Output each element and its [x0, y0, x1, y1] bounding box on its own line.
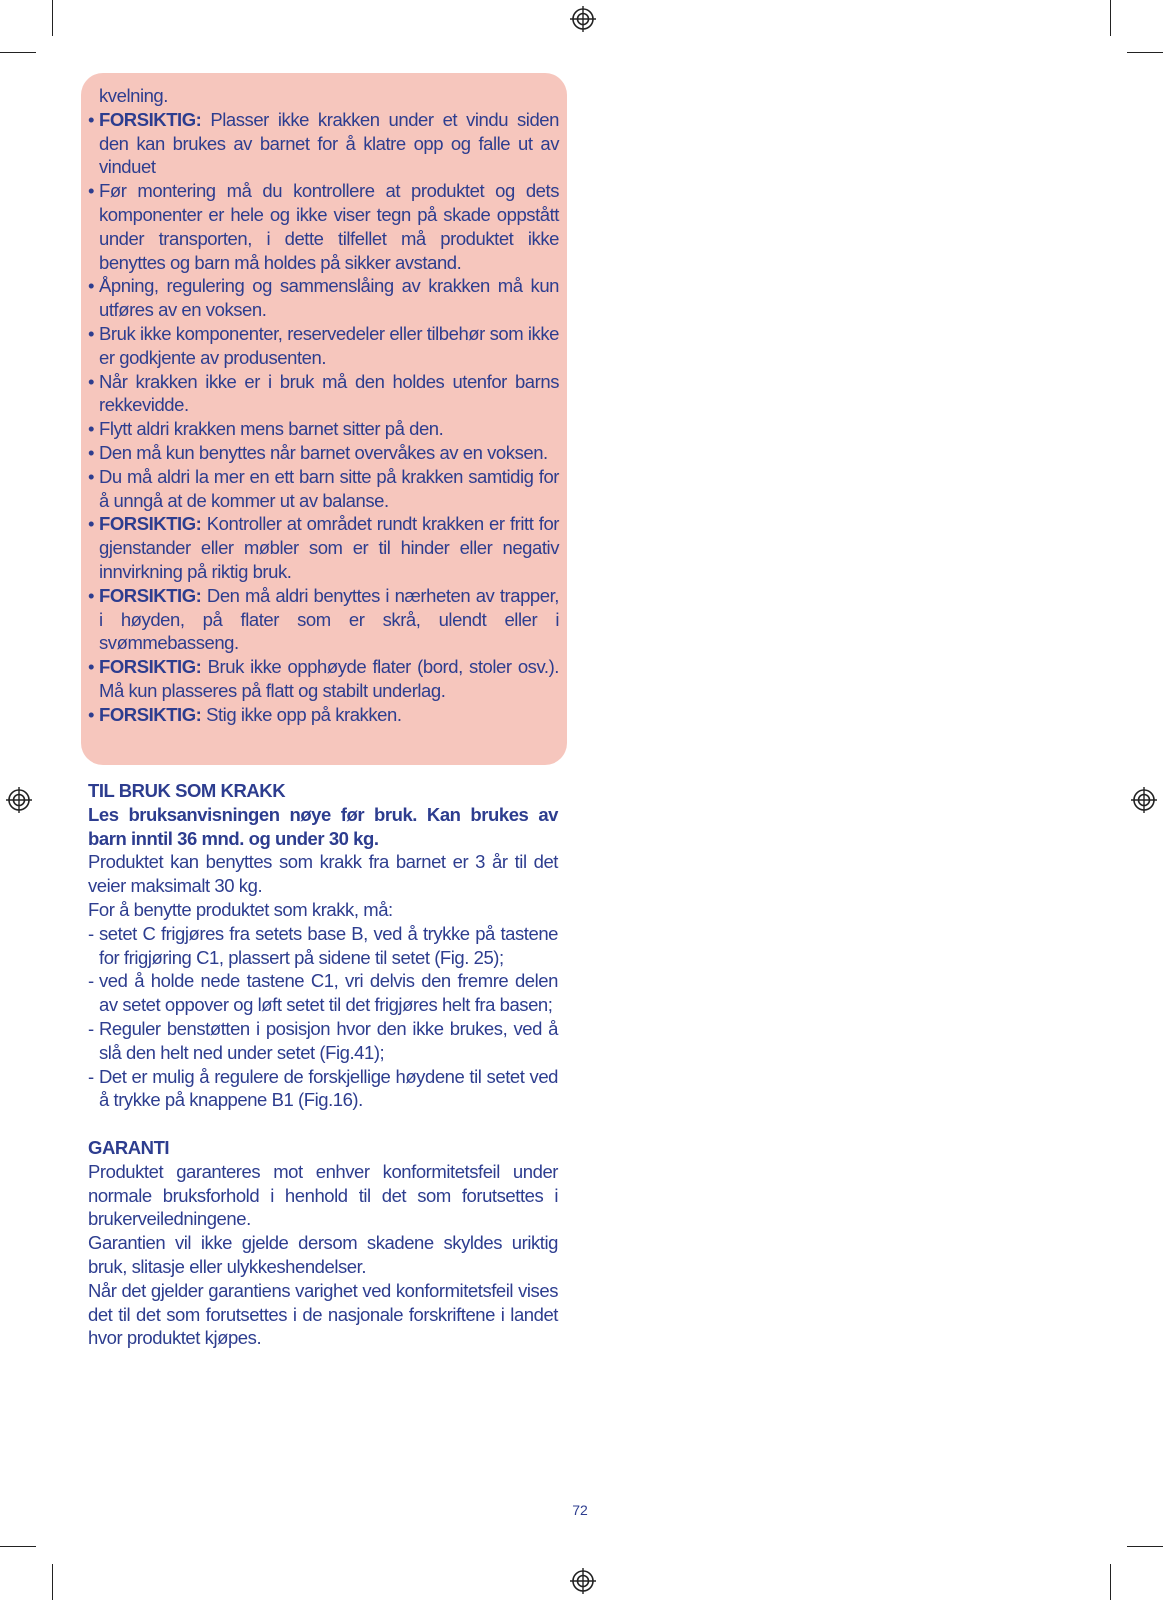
dash-icon: - [88, 970, 94, 992]
warning-item [88, 441, 559, 465]
warranty-text [88, 1160, 558, 1350]
section-heading: GARANTI [88, 1136, 170, 1158]
step-text: Det er mulig å regulere de forskjellige høydene til setet ved å trykke på knappene B1 (Fig.16). [99, 1065, 558, 1111]
warning-text: Den må aldri benyttes i nærheten av trapper, i høyden, på flater som er skrå, ulendt eller i svømmebasseng. [99, 584, 559, 654]
bullet-icon: • [88, 465, 95, 487]
warning-item [88, 655, 559, 703]
bullet-icon: • [88, 180, 95, 202]
crop-mark [0, 52, 36, 53]
warning-item [88, 465, 559, 513]
crop-mark [1110, 0, 1111, 36]
bullet-icon: • [88, 703, 95, 725]
caution-label: FORSIKTIG: [99, 108, 202, 130]
warning-item [88, 322, 559, 370]
warning-text: Stig ikke opp på krakken. [201, 703, 402, 725]
warning-text: Flytt aldri krakken mens barnet sitter på den. [99, 418, 444, 440]
crop-mark [1110, 1564, 1111, 1600]
step-item [88, 922, 558, 970]
step-text: Reguler benstøtten i posisjon hvor den ikke brukes, ved å slå den helt ned under setet (Fig.41); [99, 1017, 558, 1063]
warning-text: Den må kun benyttes når barnet overvåkes av en voksen. [99, 441, 548, 463]
warning-item [88, 584, 559, 655]
dash-icon: - [88, 922, 94, 944]
warning-text: Bruk ikke komponenter, reservedeler eller tilbehør som ikke er godkjente av produsenten. [99, 322, 559, 368]
bullet-icon: • [88, 370, 95, 392]
warning-items [88, 108, 559, 727]
warning-text: Bruk ikke opphøyde flater (bord, stoler osv.). Må kun plasseres på flatt og stabilt underlag. [99, 656, 559, 701]
registration-mark-icon [1131, 787, 1157, 813]
step-item [88, 1017, 558, 1065]
warranty-paragraph: Produktet garanteres mot enhver konformitetsfeil under normale bruksforhold i henhold til det som forutsettes i brukerveiledningene. [88, 1160, 558, 1230]
bullet-icon: • [88, 275, 95, 297]
dash-icon: - [88, 1065, 94, 1087]
bullet-icon: • [88, 513, 95, 535]
paragraph: Produktet kan benyttes som krakk fra barnet er 3 år til det veier maksimalt 30 kg. [88, 851, 558, 897]
warranty-paragraph: Garantien vil ikke gjelde dersom skadene skyldes uriktig bruk, slitasje eller ulykkeshendelser. [88, 1232, 558, 1277]
stool-section [88, 779, 558, 1350]
step-text: ved å holde nede tastene C1, vri delvis den fremre delen av setet oppover og løft setet til det frigjøres helt fra basen; [99, 970, 558, 1016]
section-heading: TIL BRUK SOM KRAKK [88, 780, 286, 801]
warning-text: Plasser ikke krakken under et vindu siden den kan brukes av barnet for å klatre opp og falle ut av vinduet [99, 108, 559, 178]
paragraph: For å benytte produktet som krakk, må: [88, 898, 393, 920]
crop-mark [1127, 52, 1163, 53]
section-subheading: Les bruksanvisningen nøye før bruk. Kan brukes av barn inntil 36 mnd. og under 30 kg. [88, 803, 558, 849]
crop-mark [1127, 1546, 1163, 1547]
registration-mark-icon [570, 1568, 596, 1594]
warning-item [88, 703, 559, 727]
crop-mark [52, 1564, 53, 1600]
warning-item [88, 417, 559, 441]
warning-text: Kontroller at området rundt krakken er fritt for gjenstander eller møbler som er til hinder eller negativ innvirkning på riktig bruk. [99, 513, 559, 582]
crop-mark [52, 0, 53, 36]
step-text: setet C frigjøres fra setets base B, ved å trykke på tastene for frigjøring C1, plassert på sidene til setet (Fig. 25); [99, 922, 558, 968]
registration-mark-icon [6, 787, 32, 813]
bullet-icon: • [88, 322, 95, 344]
crop-mark [0, 1546, 36, 1547]
step-item [88, 1065, 558, 1113]
bullet-icon: • [88, 656, 95, 678]
steps-list [88, 922, 558, 1112]
bullet-icon: • [88, 108, 95, 130]
dash-icon: - [88, 1017, 94, 1039]
step-item [88, 969, 558, 1017]
bullet-icon: • [88, 441, 95, 463]
warning-lead: kvelning. [99, 85, 168, 106]
warning-text: Før montering må du kontrollere at produktet og dets komponenter er hele og ikke viser tegn på skade oppstått under transporten, i dette tilfellet må produktet ikke benyttes og barn må holdes på sikker avstand. [99, 180, 559, 273]
warning-item [88, 179, 559, 274]
warning-text: Åpning, regulering og sammenslåing av krakken må kun utføres av en voksen. [99, 275, 559, 321]
warning-item [88, 512, 559, 583]
warning-item [88, 108, 559, 179]
page-number: 72 [572, 1502, 588, 1518]
bullet-icon: • [88, 584, 95, 606]
registration-mark-icon [570, 6, 596, 32]
bullet-icon: • [88, 418, 95, 440]
caution-label: FORSIKTIG: [99, 513, 202, 535]
warning-text: Du må aldri la mer en ett barn sitte på krakken samtidig for å unngå at de kommer ut av balanse. [99, 465, 559, 511]
caution-label: FORSIKTIG: [99, 584, 202, 606]
warning-text: Når krakken ikke er i bruk må den holdes utenfor barns rekkevidde. [99, 370, 559, 416]
caution-label: FORSIKTIG: [99, 703, 202, 725]
warranty-paragraph: Når det gjelder garantiens varighet ved konformitetsfeil vises det til det som forutsettes i de nasjonale forskriftene i landet hvor produktet kjøpes. [88, 1279, 558, 1349]
warning-list [88, 84, 559, 727]
warning-item [88, 274, 559, 322]
warning-item [88, 370, 559, 418]
caution-label: FORSIKTIG: [99, 656, 202, 678]
